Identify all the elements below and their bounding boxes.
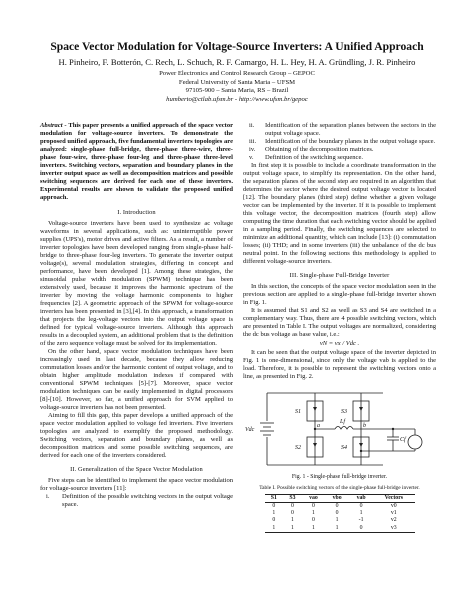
- section-heading-single-phase: III. Single-phase Full-Bridge Inverter: [289, 272, 390, 279]
- abstract-label: Abstract: [40, 122, 63, 129]
- right-column: [243, 122, 436, 533]
- column-header: Vectors: [384, 494, 404, 501]
- affiliation-line: Power Electronics and Control Research Group – GEPOC: [159, 70, 315, 77]
- table-cell: 0: [335, 503, 339, 509]
- list-item: [243, 154, 436, 162]
- table-cell: v0: [390, 503, 397, 509]
- paragraph: Five steps can be identified to implement the space vector modulation for voltage-source inverters [11]:: [40, 477, 233, 492]
- list-number: v.: [249, 154, 254, 161]
- column-header: S3: [289, 494, 296, 501]
- switching-vectors-table: [265, 494, 415, 533]
- inverter-schematic: [243, 385, 436, 471]
- table-cell: 0: [272, 503, 276, 509]
- switch-label-s2: S2: [295, 445, 301, 451]
- abstract: [40, 122, 233, 202]
- column-header: vbo: [332, 494, 342, 501]
- paragraph: In first step it is possible to include a coordinate transformation in the output voltage space, to simplify its representation. On the other hand, the separation planes of the second step are required in an algorithm that determines the sector where the desired output voltage vector is located [12]. The boundary planes (third step) define whether a given voltage vector can be implemented by the inverter. If it is possible to implement this voltage vector, the decomposition matrices (fourth step) allow computing the time duration that each switching vector should be applied in a sampling period. Finally, the switching sequences are selected to minimize an additional quantity, which can include [13]: (i) commutation losses; (ii) THD; and in some inverters (iii) the unbalance of the dc bus neutral point. In the following sections this methodology is applied to different voltage-source inverters.: [243, 162, 436, 265]
- inductor-label: Lf: [340, 419, 346, 425]
- list-number: iii.: [249, 138, 257, 145]
- table-cell: 1: [311, 524, 315, 531]
- list-item: [40, 493, 233, 509]
- list-text: Definition of the switching sequence.: [265, 154, 363, 161]
- table-cell: 1: [335, 517, 339, 524]
- paragraph: Aiming to fill this gap, this paper develops a unified approach of the space vector modulation applied to voltage fed inverters. Five inverters topologies are analyzed to exemplify the proposed methodology. Switching vectors, separation and boundary planes, as well as decomposition matrices and some possible switching sequences, are derived for each one of the inverters considered.: [40, 412, 233, 459]
- table-cell: v1: [390, 510, 397, 517]
- node-label-b: b: [363, 423, 366, 429]
- table-cell: 0: [359, 503, 363, 509]
- abstract-text: - This paper presents a unified approach of the space vector modulation for voltage-source inverters. To demonstrate the proposed unified approach, five fundamental inverters topologies are analyzed: single-phase full-bridge, three-phase three-wire, three-phase four-wire, three-phase four-leg and three-phase three-level inverters. Switching vectors, separation and boundary planes in the inverter output space as well as decomposition matrices and possible switching sequences are derived for each one of these inverters. Experimental results are shown to validate the proposed unified approach.: [40, 122, 233, 201]
- table-cell: 1: [311, 510, 315, 517]
- table-cell: 1: [335, 524, 339, 531]
- section-heading-introduction: I. Introduction: [117, 209, 156, 216]
- switch-label-s1: S1: [295, 409, 301, 415]
- affiliation-line: Federal University of Santa Maria – UFSM: [178, 78, 296, 86]
- switch-label-s4: S4: [341, 445, 347, 451]
- capacitor-label: Cf: [400, 437, 406, 443]
- table-row: [265, 503, 415, 511]
- paragraph: Voltage-source inverters have been used to synthesize ac voltage waveforms in several applications, such as: uninterruptible power supplies (UPS's), motor drives and active filters. As a result, a number of inverter topologies have been developed ranging from single-phase half-bridge to three-phase four-leg inverters. To generate the inverter output voltage(s), several modulation strategies, differing in concept and performance, have been developed [1]. Among these strategies, the sinusoidal pulse width modulation (SPWM) technique has been extensively used, because it improves the harmonic spectrum of the inverter by moving the voltage harmonic components to higher frequencies [2]. A geometric approach of the SPWM for voltage-source inverters has been presented in [3],[4]. In this approach, a transformation that projects the leg-voltage vectors into the output voltage space is defined for typical voltage-source inverters. Although this approach results in a decoupled system, an additional problem that is the definition of the zero sequence voltage must be solved for its implementation.: [40, 220, 233, 347]
- table-row: [265, 510, 415, 517]
- list-text: Identification of the separation planes between the sectors in the output voltage space.: [265, 122, 436, 137]
- table-cell: 0: [290, 510, 294, 517]
- list-text: Definition of the possible switching vectors in the output voltage space.: [62, 493, 233, 508]
- equation: vN = vx / Vdc .: [319, 340, 360, 347]
- table-cell: 1: [290, 524, 294, 531]
- table-cell: 1: [290, 517, 294, 524]
- list-item: [243, 122, 436, 138]
- table-cell: 0: [335, 510, 339, 517]
- affiliation-line: 97105-900 – Santa Maria, RS – Brazil: [185, 87, 289, 95]
- paragraph: It is assumed that S1 and S2 as well as S3 and S4 are switched in a complementary way. Thus, there are 4 possible switching vectors, which are presented in Table I. The output voltages are normalized, considering the dc bus voltage as base value, i.e.:: [243, 307, 436, 338]
- list-item: [243, 146, 436, 154]
- list-number: iv.: [249, 146, 256, 153]
- table-cell: 0: [272, 517, 276, 524]
- node-label-a: a: [317, 423, 320, 429]
- table-cell: 0: [290, 503, 294, 509]
- contact-line[interactable]: humberto@ctlab.ufsm.br - http://www.ufsm.br/gepoc: [166, 95, 308, 103]
- table-1-caption: Table I. Possible switching vectors of the single-phase full-bridge inverter.: [259, 485, 420, 491]
- list-text: Identification of the boundary planes in the output voltage space.: [265, 138, 436, 145]
- list-number: i.: [46, 493, 50, 500]
- table-cell: v3: [390, 524, 397, 531]
- table-cell: 1: [359, 510, 363, 517]
- figure-1-circuit: [243, 385, 436, 471]
- table-cell: 0: [311, 517, 315, 524]
- list-number: ii.: [249, 122, 255, 129]
- table-header-row: [265, 494, 415, 502]
- paragraph: It can be seen that the output voltage space of the inverter depicted in Fig. 1 is one-dimensional, since only the voltage vab is applied to the load. Therefore, it is possible to represent the switching vectors onto a line, as presented in Fig. 2.: [243, 349, 436, 380]
- switch-label-s3: S3: [341, 409, 347, 415]
- table-row: [265, 517, 415, 524]
- list-item: [243, 138, 436, 146]
- table-row: [265, 525, 415, 533]
- paper-title: Space Vector Modulation for Voltage-Source Inverters: A Unified Approach: [50, 40, 424, 53]
- list-text: Obtaining of the decomposition matrices.: [265, 146, 374, 153]
- table-cell: 1: [272, 524, 276, 531]
- author-list: H. Pinheiro, F. Botterón, C. Rech, L. Schuch, R. F. Camargo, H. L. Hey, H. A. Gründling, J. R. Pinheiro: [58, 57, 416, 67]
- figure-1-caption: Fig. 1 - Single-phase full-bridge inverter.: [291, 474, 388, 480]
- table-cell: 0: [311, 503, 315, 509]
- section-heading-generalization: II. Generalization of the Space Vector Modulation: [70, 466, 203, 473]
- affiliation-block: [20, 70, 454, 104]
- left-column: [40, 122, 233, 509]
- dc-bus-label: Vdc: [245, 427, 255, 433]
- table-cell: -1: [358, 517, 364, 524]
- table-cell: v2: [390, 517, 397, 524]
- column-header: S1: [270, 494, 277, 501]
- table-cell: 0: [359, 524, 363, 531]
- column-header: vao: [309, 494, 318, 501]
- table-cell: 1: [272, 510, 276, 517]
- column-header: vab: [356, 494, 366, 501]
- paragraph: In this section, the concepts of the space vector modulation seen in the previous section are applied to a single-phase full-bridge inverter shown in Fig. 1.: [243, 283, 436, 306]
- paragraph: On the other hand, space vector modulation techniques have been increasingly used in last decade, because they allow reducing commutation losses and/or the harmonic content of output voltage, and to obtain higher amplitude modulation indexes if compared with conventional SPWM techniques [5]-[7]. Moreover, space vector modulation techniques can be easily implemented in digital processors [8]-[10]. However, so far, a unified approach for SVM applied to voltage-source inverters has not been presented.: [40, 348, 233, 411]
